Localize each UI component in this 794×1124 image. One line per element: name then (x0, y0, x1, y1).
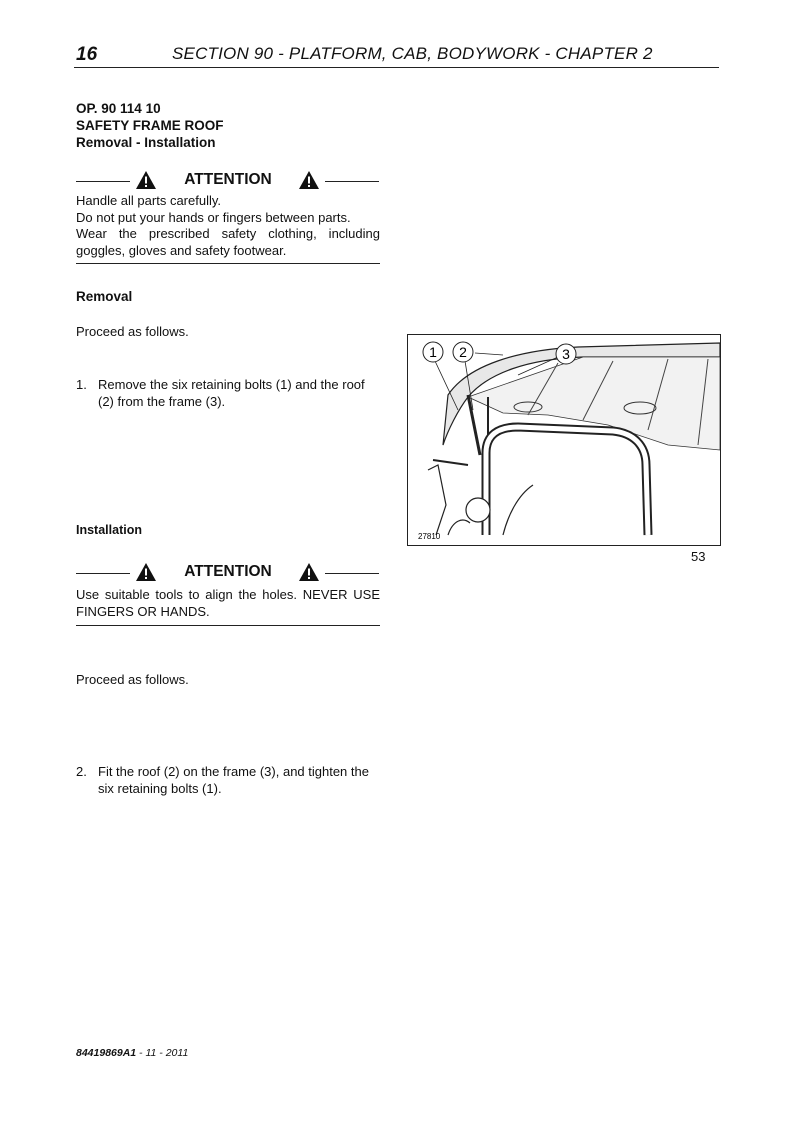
callout-label: 3 (562, 346, 570, 362)
attention-1-bottom-rule (76, 263, 380, 264)
step-text: Remove the six retaining bolts (1) and the roof (2) from the frame (3). (98, 377, 365, 409)
installation-heading: Installation (76, 523, 142, 537)
attention-banner-2 (76, 562, 379, 586)
footer (76, 1047, 188, 1059)
edition-date: - 11 - 2011 (136, 1047, 189, 1059)
divider (76, 181, 130, 182)
operation-subtitle: Removal - Installation (76, 135, 216, 150)
figure-number: 53 (691, 549, 706, 564)
installation-step (76, 764, 380, 797)
step-number: 1. (76, 377, 87, 392)
operation-code: OP. 90 114 10 (76, 101, 161, 116)
attention-line: Do not put your hands or fingers between parts. (76, 209, 351, 225)
operation-title: SAFETY FRAME ROOF (76, 118, 224, 133)
warning-triangle-icon (298, 170, 320, 190)
attention-banner-1 (76, 170, 379, 194)
callout-label: 2 (459, 344, 467, 360)
warning-triangle-icon (135, 170, 157, 190)
attention-2-text: Use suitable tools to align the holes. NEVER USE FINGERS OR HANDS. (76, 587, 380, 619)
installation-intro: Proceed as follows. (76, 672, 189, 687)
header-divider (74, 67, 719, 68)
operation-heading (76, 100, 224, 151)
warning-triangle-icon (298, 562, 320, 582)
section-title: SECTION 90 - PLATFORM, CAB, BODYWORK - CHAPTER 2 (172, 44, 653, 63)
attention-label: ATTENTION (184, 171, 272, 188)
removal-heading: Removal (76, 289, 133, 304)
warning-triangle-icon (135, 562, 157, 582)
removal-intro: Proceed as follows. (76, 324, 189, 339)
attention-label: ATTENTION (184, 563, 272, 580)
document-number: 84419869A1 (76, 1047, 137, 1059)
removal-step (76, 377, 380, 410)
attention-line: Handle all parts carefully. (76, 193, 221, 208)
step-number: 2. (76, 764, 87, 779)
image-reference: 27810 (418, 532, 441, 541)
step-text: Fit the roof (2) on the frame (3), and tighten the six retaining bolts (1). (98, 764, 369, 796)
attention-line: Wear the prescribed safety clothing, including goggles, gloves and safety footwear. (76, 226, 380, 258)
divider (325, 181, 379, 182)
roof-frame-illustration (408, 335, 720, 545)
attention-2-bottom-rule (76, 625, 380, 626)
figure-roof-removal (407, 334, 721, 546)
divider (325, 573, 379, 574)
page-number: 16 (76, 44, 98, 65)
callout-label: 1 (429, 344, 437, 360)
attention-1-text (76, 193, 380, 259)
divider (76, 573, 130, 574)
